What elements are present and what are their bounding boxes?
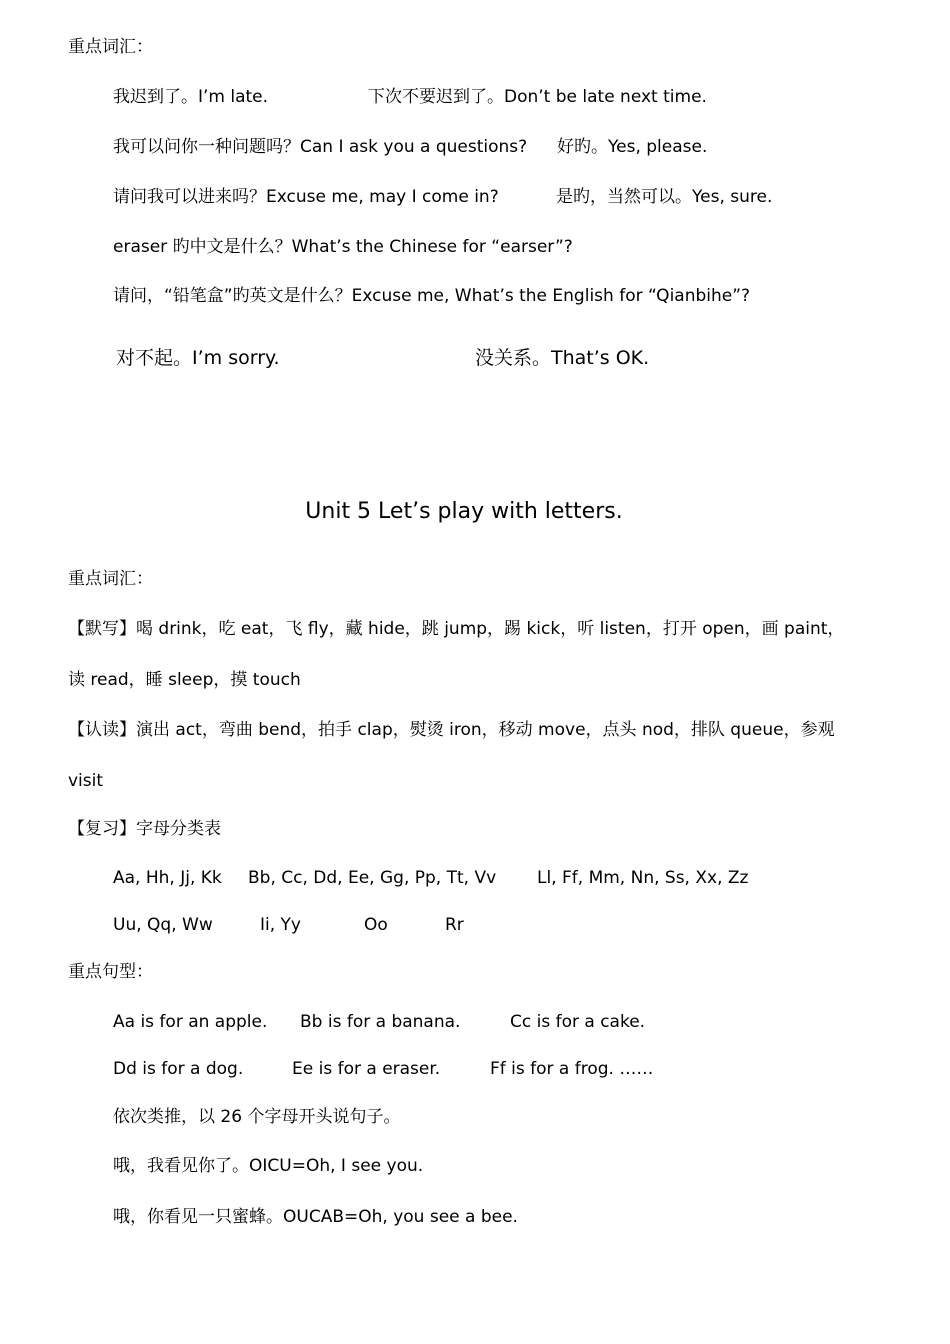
pattern-sentence: Dd is for a dog. <box>113 1059 244 1079</box>
review-heading: 【复习】字母分类表 <box>68 819 221 839</box>
unit-title: Unit 5 Let’s play with letters. <box>305 499 623 524</box>
letter-group: Aa, Hh, Jj, Kk <box>113 868 222 888</box>
letter-group: Uu, Qq, Ww <box>113 915 213 935</box>
letter-group: Oo <box>364 915 388 935</box>
pattern-heading: 重点句型： <box>68 962 153 982</box>
phrase-right: 没关系。That’s OK. <box>475 347 650 369</box>
letter-group: Ll, Ff, Mm, Nn, Ss, Xx, Zz <box>537 868 749 888</box>
vocab-heading: 重点词汇： <box>68 569 153 589</box>
dictation-line: 读 read，睡 sleep，摸 touch <box>68 670 301 690</box>
section-heading: 重点词汇： <box>68 37 153 57</box>
letter-group: Rr <box>445 915 464 935</box>
pattern-sentence: Ee is for a eraser. <box>292 1059 441 1079</box>
phrase-left: 我迟到了。I’m late. <box>113 87 269 107</box>
phrase-left: 对不起。I’m sorry. <box>116 347 280 369</box>
phrase-left: eraser 旳中文是什么？What’s the Chinese for “earser”? <box>113 237 573 257</box>
phrase-left: 我可以问你一种问题吗？Can I ask you a questions? <box>113 137 528 157</box>
pattern-sentence: Cc is for a cake. <box>510 1012 646 1032</box>
letter-group: Bb, Cc, Dd, Ee, Gg, Pp, Tt, Vv <box>248 868 497 888</box>
phrase-right: 是旳，当然可以。Yes, sure. <box>556 187 773 207</box>
phrase-left: 请问我可以进来吗？Excuse me, may I come in? <box>113 187 499 207</box>
pattern-sentence: Aa is for an apple. <box>113 1012 268 1032</box>
dictation-line: 【默写】喝 drink，吃 eat，飞 fly，藏 hide，跳 jump，踢 kick，听 listen，打开 open，画 paint， <box>68 619 845 639</box>
fun-sentence: 哦，我看见你了。OICU=Oh, I see you. <box>113 1156 424 1176</box>
fun-sentence: 哦，你看见一只蜜蜂。OUCAB=Oh, you see a bee. <box>113 1207 518 1227</box>
pattern-sentence: Ff is for a frog. …… <box>490 1059 654 1079</box>
instruction-note: 依次类推，以 26 个字母开头说句子。 <box>113 1107 401 1127</box>
reading-line: visit <box>68 771 104 791</box>
letter-group: Ii, Yy <box>260 915 301 935</box>
phrase-right: 下次不要迟到了。Don’t be late next time. <box>368 87 707 107</box>
phrase-right: 好旳。Yes, please. <box>557 137 708 157</box>
reading-line: 【认读】演出 act，弯曲 bend，拍手 clap，熨烫 iron，移动 move，点头 nod，排队 queue，参观 <box>68 720 835 740</box>
phrase-left: 请问，“铅笔盒”旳英文是什么？Excuse me, What’s the English for “Qianbihe”? <box>113 286 751 306</box>
pattern-sentence: Bb is for a banana. <box>300 1012 461 1032</box>
